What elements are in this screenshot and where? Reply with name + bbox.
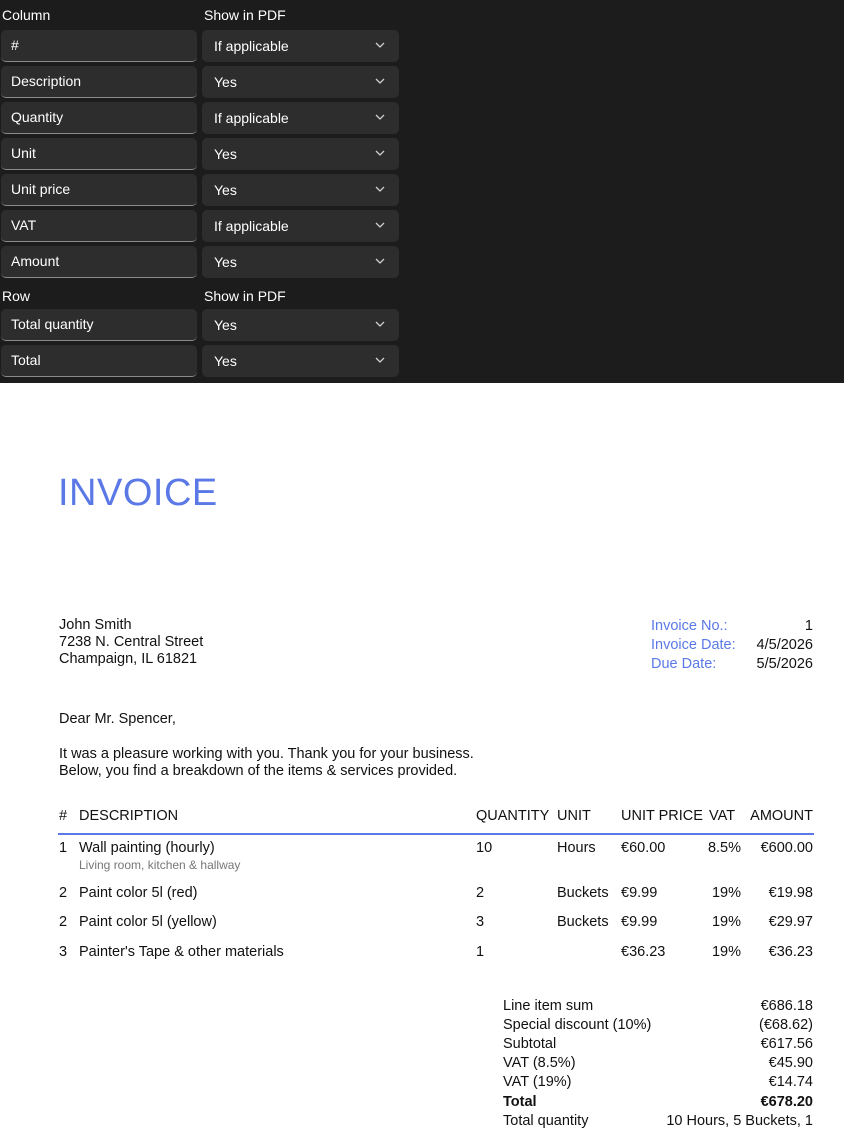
column-name-field-unit-price[interactable]: Unit price <box>1 174 197 206</box>
item-number: 3 <box>59 944 68 960</box>
item-unit-price: €60.00 <box>621 840 666 856</box>
totals-vat-19-label: VAT (19%) <box>503 1074 572 1090</box>
item-unit: Buckets <box>557 885 609 901</box>
item-description: Paint color 5l (yellow) <box>79 914 217 930</box>
item-unit-price: €36.23 <box>621 944 666 960</box>
chevron-down-icon <box>375 102 385 134</box>
item-quantity: 3 <box>476 914 485 930</box>
row-show-in-pdf-header: Show in PDF <box>204 288 286 304</box>
item-quantity: 10 <box>476 840 493 856</box>
totals-line-item-sum-value: €686.18 <box>760 998 813 1014</box>
totals-total-quantity-label: Total quantity <box>503 1113 589 1129</box>
table-header-quantity: QUANTITY <box>476 808 550 824</box>
dropdown-value: Yes <box>214 74 237 90</box>
totals-vat-8-5-label: VAT (8.5%) <box>503 1055 576 1071</box>
item-unit: Hours <box>557 840 596 856</box>
column-section-header: Column <box>2 7 51 23</box>
totals-total-quantity-value: 10 Hours, 5 Buckets, 1 <box>666 1113 813 1129</box>
totals-total-value: €678.20 <box>760 1094 813 1110</box>
item-amount: €19.98 <box>768 885 813 901</box>
item-vat: 19% <box>711 944 741 960</box>
recipient-street: 7238 N. Central Street <box>59 634 204 650</box>
table-header-unit: UNIT <box>557 808 591 824</box>
column-name-field-quantity[interactable]: Quantity <box>1 102 197 134</box>
totals-discount-label: Special discount (10%) <box>503 1017 652 1033</box>
row-name-field-total-quantity[interactable]: Total quantity <box>1 309 197 341</box>
totals-line-item-sum-label: Line item sum <box>503 998 594 1014</box>
item-note: Living room, kitchen & hallway <box>79 858 241 872</box>
show-in-pdf-dropdown-unit-price[interactable] <box>202 174 399 206</box>
chevron-down-icon <box>375 345 385 377</box>
show-in-pdf-dropdown-total-quantity[interactable] <box>202 309 399 341</box>
table-header-vat: VAT <box>709 808 736 824</box>
show-in-pdf-dropdown-vat[interactable] <box>202 210 399 242</box>
due-date-value: 5/5/2026 <box>756 656 813 672</box>
chevron-down-icon <box>375 210 385 242</box>
item-vat: 19% <box>711 885 741 901</box>
item-unit-price: €9.99 <box>621 914 658 930</box>
dropdown-value: Yes <box>214 254 237 270</box>
show-in-pdf-dropdown-unit[interactable] <box>202 138 399 170</box>
dropdown-value: Yes <box>214 317 237 333</box>
greeting: Dear Mr. Spencer, <box>59 711 176 727</box>
chevron-down-icon <box>375 66 385 98</box>
table-header-number: # <box>59 808 68 824</box>
item-amount: €600.00 <box>760 840 813 856</box>
item-quantity: 2 <box>476 885 485 901</box>
dropdown-value: If applicable <box>214 110 289 126</box>
column-name-field-vat[interactable]: VAT <box>1 210 197 242</box>
table-header-divider <box>58 833 814 835</box>
column-name-field-amount[interactable]: Amount <box>1 246 197 278</box>
item-quantity: 1 <box>476 944 485 960</box>
totals-discount-value: (€68.62) <box>758 1017 813 1033</box>
show-in-pdf-header: Show in PDF <box>204 7 286 23</box>
totals-total-label: Total <box>503 1094 537 1110</box>
item-unit-price: €9.99 <box>621 885 658 901</box>
invoice-date-label: Invoice Date: <box>651 637 736 653</box>
row-section-header: Row <box>2 288 31 304</box>
recipient-name: John Smith <box>59 617 132 633</box>
intro-line-1: It was a pleasure working with you. Thank you for your business. <box>59 746 474 762</box>
dropdown-value: Yes <box>214 353 237 369</box>
item-number: 1 <box>59 840 68 856</box>
show-in-pdf-dropdown-amount[interactable] <box>202 246 399 278</box>
item-number: 2 <box>59 914 68 930</box>
dropdown-value: Yes <box>214 182 237 198</box>
column-name-field-number[interactable]: # <box>1 30 197 62</box>
item-description: Wall painting (hourly) <box>79 840 215 856</box>
row-name-field-total[interactable]: Total <box>1 345 197 377</box>
invoice-title: INVOICE <box>58 472 218 514</box>
chevron-down-icon <box>375 246 385 278</box>
item-unit: Buckets <box>557 914 609 930</box>
column-name-field-description[interactable]: Description <box>1 66 197 98</box>
totals-subtotal-value: €617.56 <box>760 1036 813 1052</box>
intro-line-2: Below, you find a breakdown of the items & services provided. <box>59 763 458 779</box>
column-name-field-unit[interactable]: Unit <box>1 138 197 170</box>
item-vat: 8.5% <box>707 840 741 856</box>
invoice-number-label: Invoice No.: <box>651 618 728 634</box>
chevron-down-icon <box>375 174 385 206</box>
item-amount: €29.97 <box>768 914 813 930</box>
due-date-label: Due Date: <box>651 656 717 672</box>
invoice-number-value: 1 <box>804 618 813 634</box>
item-description: Painter's Tape & other materials <box>79 944 284 960</box>
dropdown-value: Yes <box>214 146 237 162</box>
chevron-down-icon <box>375 138 385 170</box>
show-in-pdf-dropdown-total[interactable] <box>202 345 399 377</box>
show-in-pdf-dropdown-number[interactable] <box>202 30 399 62</box>
item-number: 2 <box>59 885 68 901</box>
item-vat: 19% <box>711 914 741 930</box>
item-description: Paint color 5l (red) <box>79 885 198 901</box>
totals-vat-8-5-value: €45.90 <box>768 1055 813 1071</box>
show-in-pdf-dropdown-quantity[interactable] <box>202 102 399 134</box>
chevron-down-icon <box>375 309 385 341</box>
item-amount: €36.23 <box>768 944 813 960</box>
table-header-amount: AMOUNT <box>750 808 813 824</box>
table-header-description: DESCRIPTION <box>79 808 179 824</box>
pdf-column-settings-panel <box>0 0 844 383</box>
dropdown-value: If applicable <box>214 38 289 54</box>
table-header-unit-price: UNIT PRICE <box>621 808 703 824</box>
show-in-pdf-dropdown-description[interactable] <box>202 66 399 98</box>
totals-subtotal-label: Subtotal <box>503 1036 557 1052</box>
recipient-city: Champaign, IL 61821 <box>59 651 198 667</box>
invoice-date-value: 4/5/2026 <box>756 637 813 653</box>
totals-vat-19-value: €14.74 <box>768 1074 813 1090</box>
dropdown-value: If applicable <box>214 218 289 234</box>
chevron-down-icon <box>375 30 385 62</box>
